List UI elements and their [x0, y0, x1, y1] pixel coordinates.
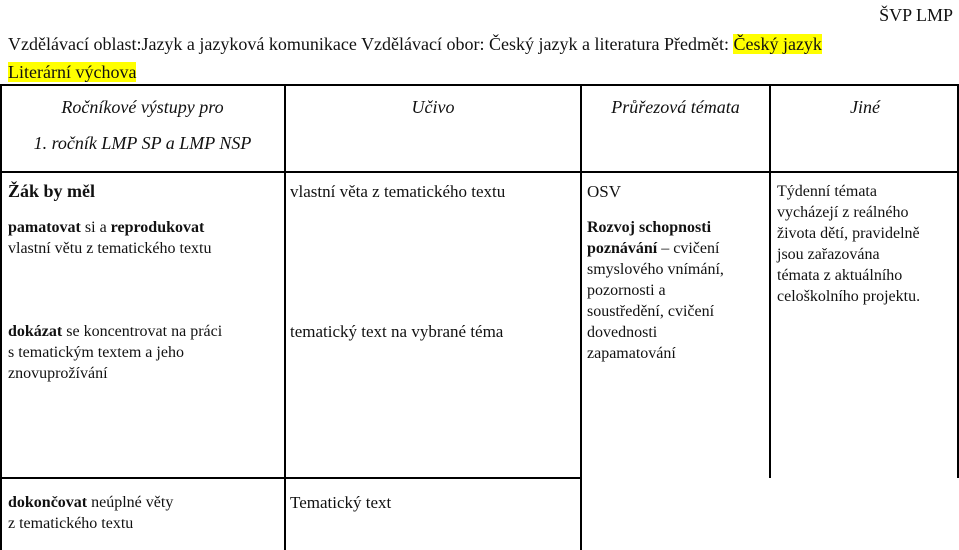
- other-line-1: Týdenní témata: [777, 183, 877, 200]
- topic-line-3: smyslového vnímání,: [587, 261, 724, 278]
- curriculum-3: Tematický text: [290, 493, 392, 512]
- output-2-verb: dokázat: [8, 323, 63, 340]
- output-2-line3: znovuprožívání: [8, 365, 108, 382]
- output-3-verb: dokončovat: [8, 494, 88, 511]
- output-2: [8, 321, 280, 384]
- topic-body: [587, 217, 767, 364]
- other-body: [777, 181, 957, 307]
- header-line-2: [8, 62, 136, 83]
- other-line-6: celoškolního projektu.: [777, 288, 921, 305]
- field-prefix: Vzdělávací obor:: [361, 34, 485, 54]
- output-1-verb1: pamatovat: [8, 219, 81, 236]
- subject-prefix: Předmět:: [663, 34, 729, 54]
- grid-line: [769, 84, 771, 478]
- output-2-line1: se koncentrovat na práci: [62, 323, 223, 340]
- topic-line-4: pozornosti a: [587, 282, 666, 299]
- topic-line-7: zapamatování: [587, 345, 676, 362]
- output-1: [8, 217, 280, 259]
- header-line-1: [8, 34, 822, 55]
- topic-dash: – cvičení: [657, 240, 720, 257]
- curriculum-2: tematický text na vybrané téma: [290, 322, 504, 341]
- other-line-4: jsou zařazována: [777, 246, 880, 263]
- col-other-header: Jiné: [850, 97, 880, 117]
- col-curriculum-header: Učivo: [411, 97, 455, 117]
- topic-bold-2: poznávání: [587, 240, 658, 257]
- other-line-3: života dětí, pravidelně: [777, 225, 920, 242]
- output-1-mid: si a: [80, 219, 111, 236]
- col-topics-header: Průřezová témata: [611, 97, 740, 117]
- col-outputs-header: Ročníkové výstupy pro: [61, 97, 224, 117]
- curriculum-1: vlastní věta z tematického textu: [290, 182, 506, 201]
- output-1-rest: vlastní větu z tematického textu: [8, 240, 212, 257]
- topic-bold-1: Rozvoj schopnosti: [587, 219, 712, 236]
- grid-line: [0, 171, 959, 173]
- topic-head: OSV: [587, 182, 622, 201]
- output-3-rest: neúplné věty: [87, 494, 174, 511]
- subsubject-value: Literární výchova: [8, 62, 137, 82]
- grid-line: [284, 84, 286, 550]
- grid-line: [0, 477, 582, 479]
- output-1-verb2: reprodukovat: [110, 219, 205, 236]
- field-value: Český jazyk a literatura: [489, 34, 660, 54]
- area-prefix: Vzdělávací oblast:: [8, 34, 142, 54]
- output-2-line2: s tematickým textem a jeho: [8, 344, 184, 361]
- subject-value: Český jazyk: [733, 34, 822, 54]
- output-3-line2: z tematického textu: [8, 515, 134, 532]
- grid-line: [0, 84, 959, 86]
- student-intro: Žák by měl: [8, 181, 96, 201]
- topic-line-6: dovednosti: [587, 324, 658, 341]
- svp-tag: ŠVP LMP: [879, 5, 953, 25]
- output-3: [8, 492, 280, 534]
- area-value: Jazyk a jazyková komunikace: [141, 34, 357, 54]
- topic-line-5: soustředění, cvičení: [587, 303, 715, 320]
- col-grade-header: 1. ročník LMP SP a LMP NSP: [33, 133, 252, 153]
- other-line-5: témata z aktuálního: [777, 267, 903, 284]
- grid-line: [0, 84, 2, 550]
- grid-line: [580, 84, 582, 550]
- other-line-2: vycházejí z reálného: [777, 204, 909, 221]
